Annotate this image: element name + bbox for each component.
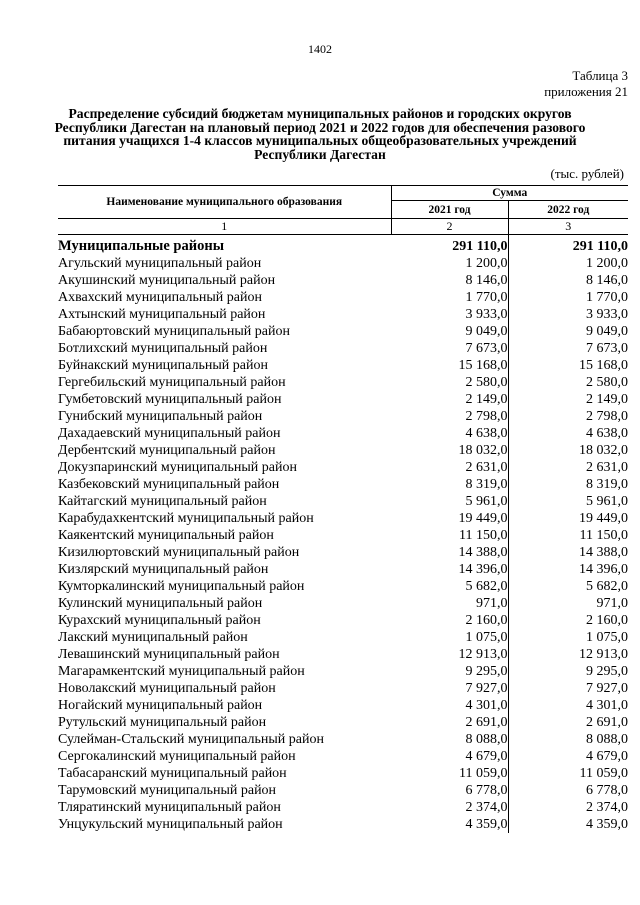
page-number: 1402 [308, 42, 332, 56]
amount-2022: 2 691,0 [586, 715, 628, 730]
table-row [58, 459, 628, 476]
amount-2021: 11 059,0 [391, 765, 508, 782]
table-row [58, 442, 628, 459]
table-row [58, 561, 628, 578]
table-row [58, 357, 628, 374]
amount-2021: 1 770,0 [391, 289, 508, 306]
table-row [58, 476, 628, 493]
table-row [58, 782, 628, 799]
table-row [58, 663, 628, 680]
amount-2022: 971,0 [596, 596, 628, 611]
column-number-3: 3 [508, 219, 628, 235]
district-name: Ногайский муниципальный район [58, 698, 263, 713]
amount-2022: 14 396,0 [579, 562, 628, 577]
amount-2021: 4 359,0 [391, 816, 508, 833]
amount-2022: 2 149,0 [586, 392, 628, 407]
amount-2022: 11 150,0 [579, 528, 628, 543]
table-row [58, 612, 628, 629]
district-name: Тляратинский муниципальный район [58, 800, 281, 815]
amount-2022: 2 631,0 [586, 460, 628, 475]
district-name: Карабудахкентский муниципальный район [58, 511, 314, 526]
amount-2022: 4 359,0 [586, 817, 628, 832]
column-header-2021: 2021 год [391, 201, 508, 219]
district-name: Тарумовский муниципальный район [58, 783, 277, 798]
district-name: Казбековский муниципальный район [58, 477, 280, 492]
amount-2022: 9 295,0 [586, 664, 628, 679]
table-reference-line-2: приложения 21 [544, 84, 628, 99]
amount-2022: 2 580,0 [586, 375, 628, 390]
amount-2021: 971,0 [391, 595, 508, 612]
amount-2022: 15 168,0 [579, 358, 628, 373]
district-name: Кизилюртовский муниципальный район [58, 545, 300, 560]
district-name: Ахвахский муниципальный район [58, 290, 262, 305]
amount-2022: 8 088,0 [586, 732, 628, 747]
amount-2021: 1 200,0 [391, 255, 508, 272]
district-name: Табасаранский муниципальный район [58, 766, 287, 781]
amount-2021: 7 673,0 [391, 340, 508, 357]
district-name: Ахтынский муниципальный район [58, 307, 266, 322]
amount-2021: 2 149,0 [391, 391, 508, 408]
table-row [58, 306, 628, 323]
amount-2022: 4 301,0 [586, 698, 628, 713]
column-number-2: 2 [391, 219, 508, 235]
district-name: Дахадаевский муниципальный район [58, 426, 281, 441]
amount-2021: 19 449,0 [391, 510, 508, 527]
amount-2021: 2 580,0 [391, 374, 508, 391]
amount-2022: 11 059,0 [579, 766, 628, 781]
table-row [58, 697, 628, 714]
table-row [58, 646, 628, 663]
district-name: Акушинский муниципальный район [58, 273, 276, 288]
table-row [58, 272, 628, 289]
district-name: Сулейман-Стальский муниципальный район [58, 732, 324, 747]
amount-2021: 2 631,0 [391, 459, 508, 476]
amount-2021: 14 388,0 [391, 544, 508, 561]
district-name: Буйнакский муниципальный район [58, 358, 268, 373]
district-name: Лакский муниципальный район [58, 630, 248, 645]
table-row [58, 765, 628, 782]
table-row [58, 816, 628, 833]
table-row [58, 408, 628, 425]
table-reference-line-1: Таблица 3 [572, 68, 628, 83]
district-name: Курахский муниципальный район [58, 613, 261, 628]
district-name: Сергокалинский муниципальный район [58, 749, 296, 764]
amount-2022: 5 682,0 [586, 579, 628, 594]
amount-2022: 9 049,0 [586, 324, 628, 339]
amount-2022: 4 679,0 [586, 749, 628, 764]
amount-2021: 9 295,0 [391, 663, 508, 680]
amount-2022: 12 913,0 [579, 647, 628, 662]
amount-2021: 6 778,0 [391, 782, 508, 799]
table-row [58, 595, 628, 612]
amount-2022: 8 319,0 [586, 477, 628, 492]
amount-2021: 2 691,0 [391, 714, 508, 731]
amount-2022: 1 075,0 [586, 630, 628, 645]
table-row [58, 731, 628, 748]
column-header-name: Наименование муниципального образования [58, 186, 391, 219]
amount-2021: 5 682,0 [391, 578, 508, 595]
district-name: Ботлихский муниципальный район [58, 341, 268, 356]
table-row [58, 578, 628, 595]
table-row [58, 391, 628, 408]
amount-2022: 5 961,0 [586, 494, 628, 509]
total-name: Муниципальные районы [58, 237, 225, 254]
table-row [58, 340, 628, 357]
amount-2022: 3 933,0 [586, 307, 628, 322]
table-row [58, 799, 628, 816]
table-row [58, 748, 628, 765]
district-name: Рутульский муниципальный район [58, 715, 267, 730]
table-row [58, 544, 628, 561]
table-row [58, 289, 628, 306]
amount-2022: 8 146,0 [586, 273, 628, 288]
amount-2021: 1 075,0 [391, 629, 508, 646]
amount-2021: 9 049,0 [391, 323, 508, 340]
subsidy-table [58, 185, 628, 833]
amount-2021: 8 319,0 [391, 476, 508, 493]
table-row [58, 527, 628, 544]
amount-2021: 14 396,0 [391, 561, 508, 578]
amount-2021: 7 927,0 [391, 680, 508, 697]
district-name: Магарамкентский муниципальный район [58, 664, 305, 679]
amount-2022: 2 374,0 [586, 800, 628, 815]
amount-2021: 4 638,0 [391, 425, 508, 442]
amount-2022: 14 388,0 [579, 545, 628, 560]
district-name: Бабаюртовский муниципальный район [58, 324, 290, 339]
district-name: Гумбетовский муниципальный район [58, 392, 282, 407]
amount-2021: 8 146,0 [391, 272, 508, 289]
district-name: Левашинский муниципальный район [58, 647, 280, 662]
document-title: Распределение субсидий бюджетам муниципальных районов и городских округов Республики Дагестан на плановый период 2021 и 2022 годов для обеспечения разового питания учащихся 1-4 классов муниципальных общеобразовательных учреждений Республики Дагестан [54, 106, 586, 162]
table-row [58, 510, 628, 527]
district-name: Гунибский муниципальный район [58, 409, 263, 424]
column-header-2022: 2022 год [508, 201, 628, 219]
amount-2021: 2 160,0 [391, 612, 508, 629]
district-name: Каякентский муниципальный район [58, 528, 274, 543]
amount-2021: 2 798,0 [391, 408, 508, 425]
amount-2022: 19 449,0 [579, 511, 628, 526]
amount-2021: 15 168,0 [391, 357, 508, 374]
total-2021: 291 110,0 [391, 235, 508, 256]
amount-2022: 7 673,0 [586, 341, 628, 356]
district-name: Кулинский муниципальный район [58, 596, 263, 611]
amount-2022: 18 032,0 [579, 443, 628, 458]
district-name: Агульский муниципальный район [58, 256, 262, 271]
amount-2021: 18 032,0 [391, 442, 508, 459]
total-2022: 291 110,0 [572, 238, 628, 254]
amount-2021: 3 933,0 [391, 306, 508, 323]
district-name: Дербентский муниципальный район [58, 443, 276, 458]
amount-2022: 6 778,0 [586, 783, 628, 798]
table-row [58, 629, 628, 646]
amount-2021: 12 913,0 [391, 646, 508, 663]
district-name: Докузпаринский муниципальный район [58, 460, 297, 475]
amount-2021: 5 961,0 [391, 493, 508, 510]
amount-2022: 1 200,0 [586, 256, 628, 271]
amount-2021: 2 374,0 [391, 799, 508, 816]
table-row [58, 374, 628, 391]
units-label: (тыс. рублей) [550, 166, 624, 181]
column-number-1: 1 [58, 219, 391, 235]
table-row [58, 680, 628, 697]
total-row [58, 235, 628, 256]
amount-2021: 4 679,0 [391, 748, 508, 765]
column-number-row [58, 219, 628, 235]
amount-2022: 2 798,0 [586, 409, 628, 424]
column-header-sum: Сумма [391, 186, 628, 201]
district-name: Кумторкалинский муниципальный район [58, 579, 305, 594]
amount-2022: 4 638,0 [586, 426, 628, 441]
amount-2022: 2 160,0 [586, 613, 628, 628]
table-row [58, 255, 628, 272]
amount-2021: 4 301,0 [391, 697, 508, 714]
table-row [58, 425, 628, 442]
district-name: Унцукульский муниципальный район [58, 817, 283, 832]
district-name: Кизлярский муниципальный район [58, 562, 269, 577]
district-name: Кайтагский муниципальный район [58, 494, 267, 509]
district-name: Новолакский муниципальный район [58, 681, 276, 696]
table-row [58, 714, 628, 731]
table-row [58, 493, 628, 510]
amount-2021: 8 088,0 [391, 731, 508, 748]
table-row [58, 323, 628, 340]
district-name: Гергебильский муниципальный район [58, 375, 286, 390]
amount-2022: 1 770,0 [586, 290, 628, 305]
amount-2022: 7 927,0 [586, 681, 628, 696]
table-reference [544, 68, 628, 100]
amount-2021: 11 150,0 [391, 527, 508, 544]
